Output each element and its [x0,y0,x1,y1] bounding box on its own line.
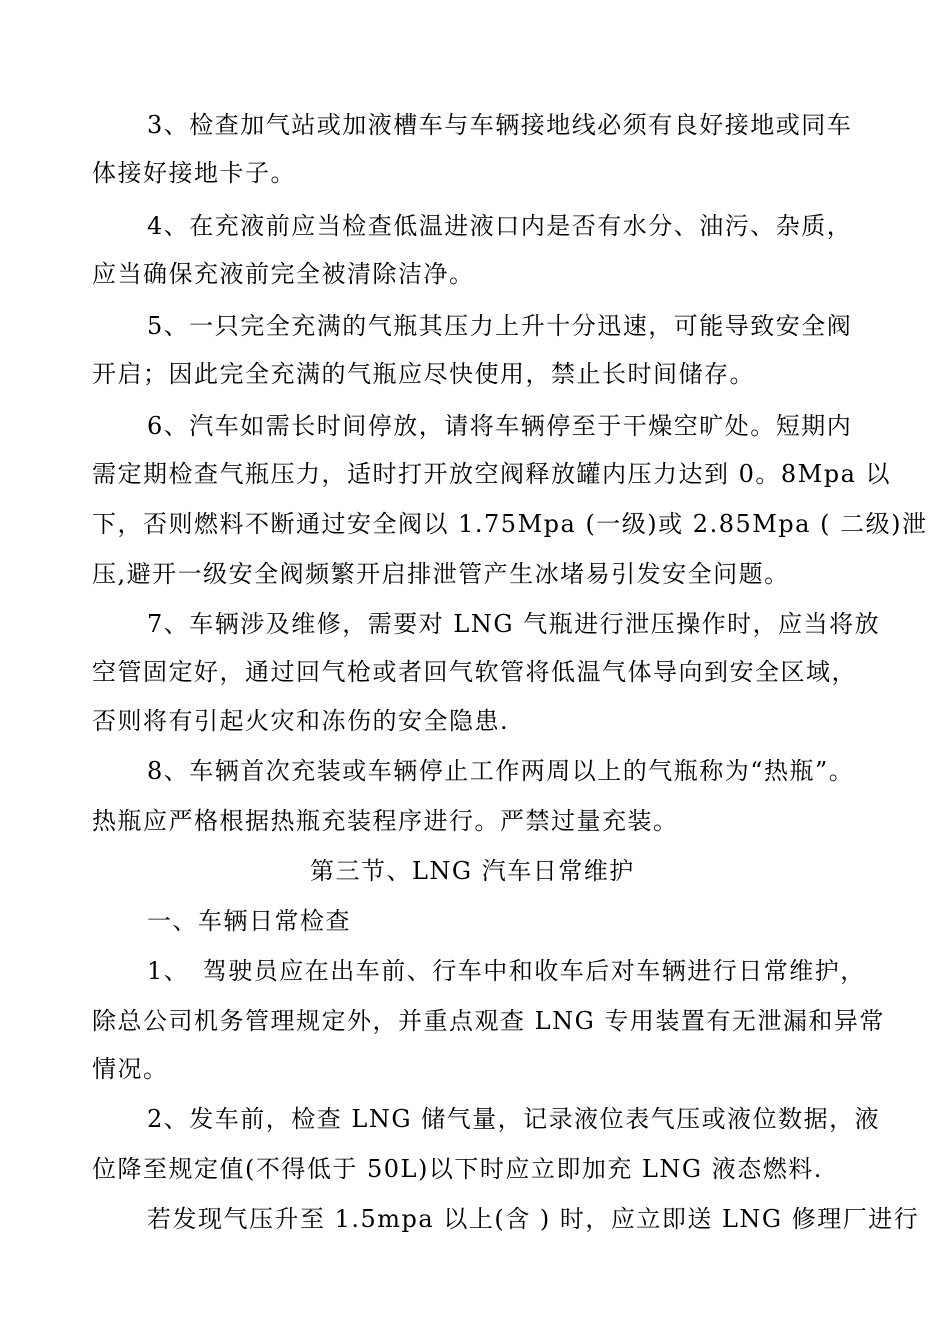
check-item-1-line-3: 情况。 [92,1055,169,1083]
paragraph-3-line-1: 3、检查加气站或加液槽车与车辆接地线必须有良好接地或同车 [147,111,853,139]
paragraph-5-line-1: 5、一只完全充满的气瓶其压力上升十分迅速，可能导致安全阀 [147,312,853,340]
paragraph-6-line-4: 压,避开一级安全阀频繁开启排泄管产生冰堵易引发安全问题。 [92,560,790,588]
paragraph-6-line-2: 需定期检查气瓶压力，适时打开放空阀释放罐内压力达到 0。8Mpa 以 [92,460,892,488]
check-item-2-line-1: 2、发车前，检查 LNG 储气量，记录液位表气压或液位数据，液 [147,1105,881,1133]
check-item-1-line-1: 1、 驾驶员应在出车前、行车中和收车后对车辆进行日常维护， [147,957,866,985]
section-heading: 第三节、LNG 汽车日常维护 [310,857,635,885]
paragraph-6-line-1: 6、汽车如需长时间停放，请将车辆停至于干燥空旷处。短期内 [147,412,853,440]
paragraph-7-line-1: 7、车辆涉及维修，需要对 LNG 气瓶进行泄压操作时，应当将放 [147,610,881,638]
paragraph-7-line-3: 否则将有引起火灾和冻伤的安全隐患. [92,707,510,735]
paragraph-8-line-1: 8、车辆首次充装或车辆停止工作两周以上的气瓶称为“热瓶”。 [147,757,855,785]
paragraph-6-line-3: 下，否则燃料不断通过安全阀以 1.75Mpa (一级)或 2.85Mpa ( 二级)泄 [92,510,928,538]
check-item-2-line-3: 若发现气压升至 1.5mpa 以上(含 ) 时，应立即送 LNG 修理厂进行 [147,1205,920,1233]
paragraph-7-line-2: 空管固定好，通过回气枪或者回气软管将低温气体导向到安全区域， [92,658,857,686]
check-item-2-line-2: 位降至规定值(不得低于 50L)以下时应立即加充 LNG 液态燃料. [92,1155,823,1183]
paragraph-4-line-1: 4、在充液前应当检查低温进液口内是否有水分、油污、杂质， [147,212,853,240]
paragraph-3-line-2: 体接好接地卡子。 [92,159,296,187]
paragraph-4-line-2: 应当确保充液前完全被清除洁净。 [92,260,475,288]
paragraph-8-line-2: 热瓶应严格根据热瓶充装程序进行。严禁过量充装。 [92,807,679,835]
check-item-1-line-2: 除总公司机务管理规定外，并重点观查 LNG 专用装置有无泄漏和异常 [92,1007,885,1035]
subsection-heading: 一、车辆日常检查 [147,907,351,935]
paragraph-5-line-2: 开启；因此完全充满的气瓶应尽快使用，禁止长时间储存。 [92,360,755,388]
